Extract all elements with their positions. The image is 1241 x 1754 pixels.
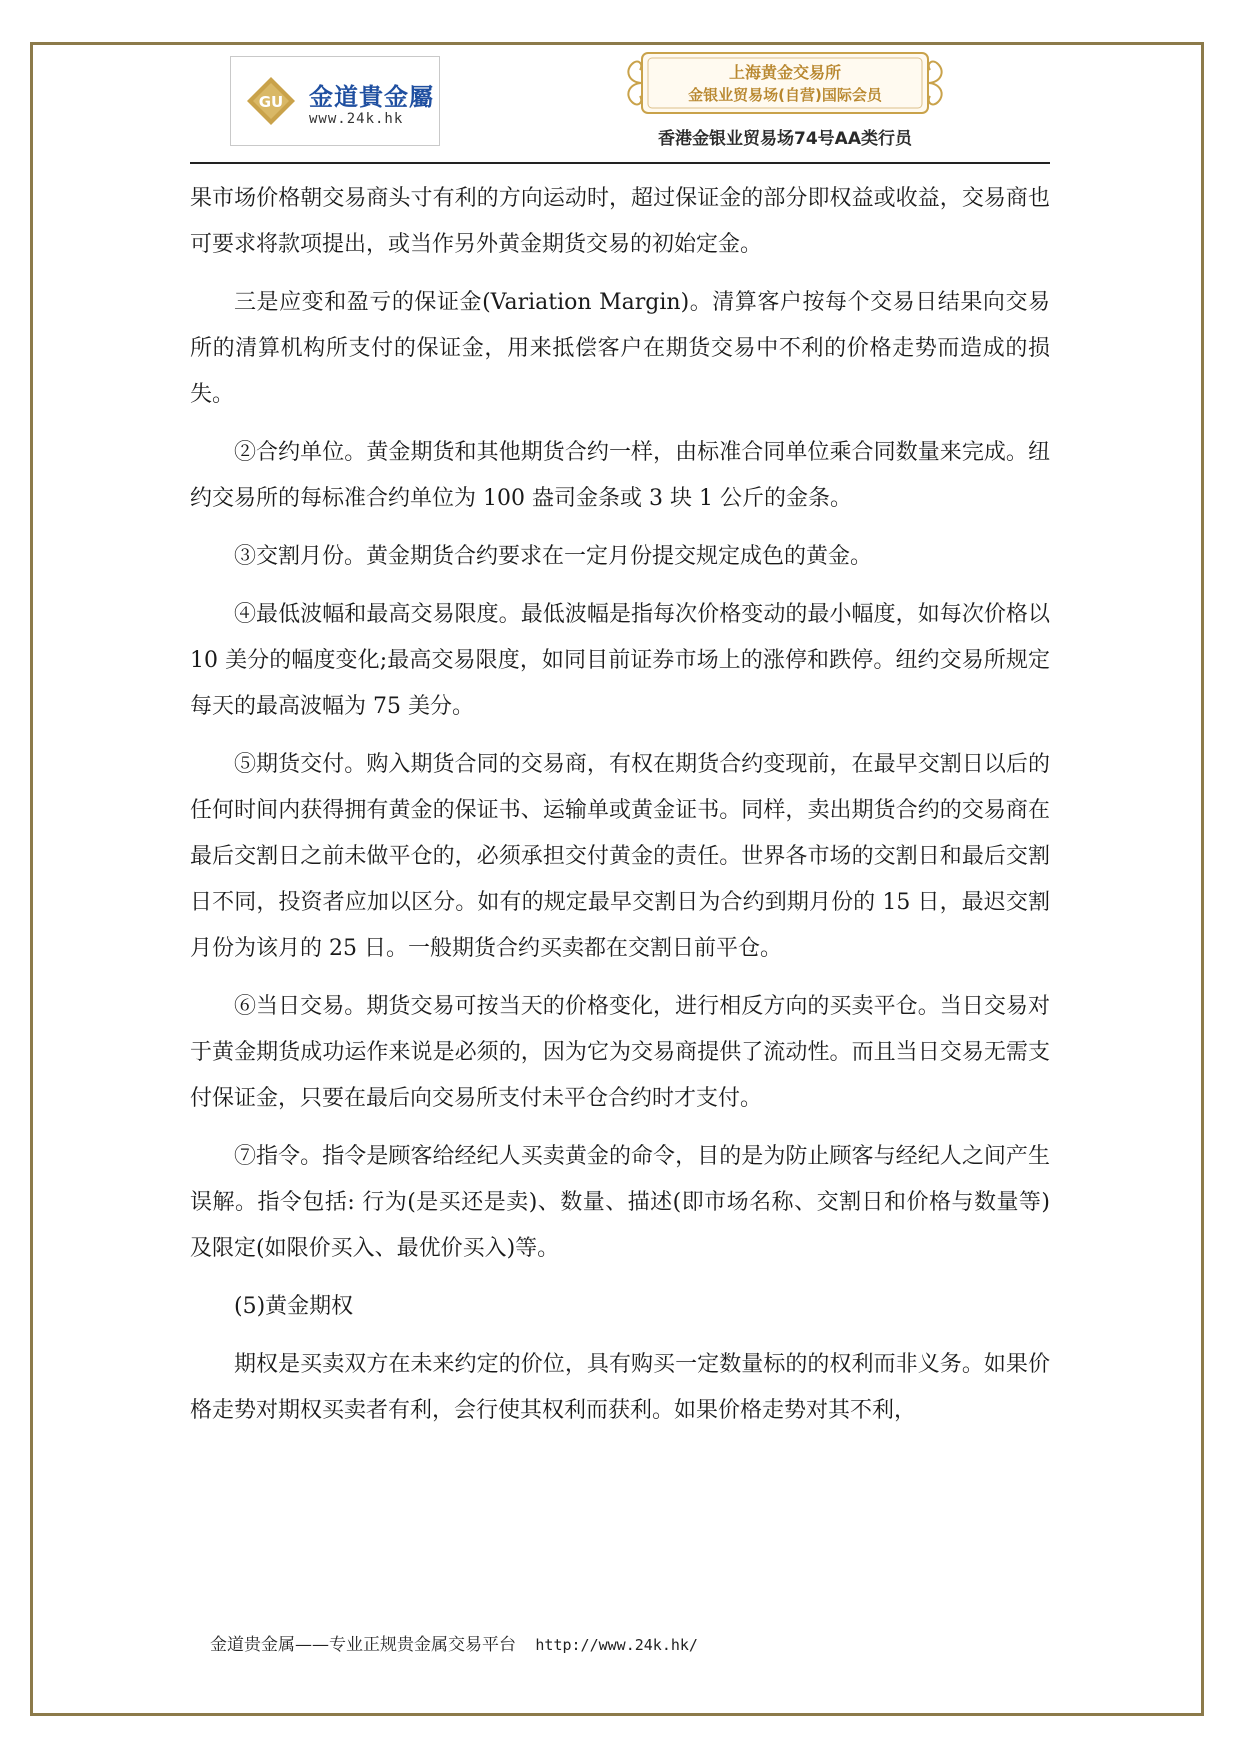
- page-header: [190, 50, 1050, 162]
- badge-caption: 香港金银业贸易场74号AA类行员: [658, 129, 912, 149]
- paragraph: 三是应变和盈亏的保证金(Variation Margin)。清算客户按每个交易日结果向交易所的清算机构所支付的保证金，用来抵偿客户在期货交易中不利的价格走势而造成的损失。: [190, 290, 1050, 407]
- company-logo[interactable]: [230, 56, 440, 146]
- paragraph: ②合约单位。黄金期货和其他期货合约一样，由标准合同单位乘合同数量来完成。纽约交易所的每标准合约单位为 100 盎司金条或 3 块 1 公斤的金条。: [190, 440, 1050, 511]
- document-body: [190, 176, 1050, 1446]
- header-divider: [190, 162, 1050, 164]
- paragraph: ③交割月份。黄金期货合约要求在一定月份提交规定成色的黄金。: [234, 544, 873, 569]
- membership-badge: [620, 50, 950, 116]
- footer-link[interactable]: http://www.24k.hk/: [535, 1636, 698, 1654]
- logo-mark-text: GU: [258, 93, 284, 111]
- paragraph: 果市场价格朝交易商头寸有利的方向运动时，超过保证金的部分即权益或收益，交易商也可要求将款项提出，或当作另外黄金期货交易的初始定金。: [190, 186, 1050, 257]
- logo-url: www.24k.hk: [309, 111, 404, 127]
- badge-line-1: 上海黄金交易所: [728, 63, 841, 82]
- paragraph: ⑥当日交易。期货交易可按当天的价格变化，进行相反方向的买卖平仓。当日交易对于黄金期货成功运作来说是必须的，因为它为交易商提供了流动性。而且当日交易无需支付保证金，只要在最后向交易所支付未平仓合约时才支付。: [190, 994, 1050, 1111]
- paragraph: ⑦指令。指令是顾客给经纪人买卖黄金的命令，目的是为防止顾客与经纪人之间产生误解。指令包括: 行为(是买还是卖)、数量、描述(即市场名称、交割日和价格与数量等)及限定(如限价买入、最优价买入)等。: [190, 1144, 1050, 1261]
- paragraph: ④最低波幅和最高交易限度。最低波幅是指每次价格变动的最小幅度，如每次价格以 10 美分的幅度变化;最高交易限度，如同目前证券市场上的涨停和跌停。纽约交易所规定每天的最高波幅为 75 美分。: [190, 602, 1050, 719]
- page-footer: [210, 1630, 698, 1655]
- section-heading: (5)黄金期权: [234, 1294, 354, 1319]
- badge-line-2: 金银业贸易场(自营)国际会员: [688, 86, 882, 104]
- paragraph: ⑤期货交付。购入期货合同的交易商，有权在期货合约变现前，在最早交割日以后的任何时间内获得拥有黄金的保证书、运输单或黄金证书。同样，卖出期货合约的交易商在最后交割日之前未做平仓的，必须承担交付黄金的责任。世界各市场的交割日和最后交割日不同，投资者应加以区分。如有的规定最早交割日为合约到期月份的 15 日，最迟交割月份为该月的 25 日。一般期货合约买卖都在交割日前平仓。: [190, 752, 1050, 961]
- paragraph: 期权是买卖双方在未来约定的价位，具有购买一定数量标的的权利而非义务。如果价格走势对期权买卖者有利，会行使其权利而获利。如果价格走势对其不利，: [190, 1352, 1050, 1423]
- footer-text: 金道贵金属——专业正规贵金属交易平台: [210, 1635, 516, 1655]
- gold-diamond-logo-icon: [245, 75, 297, 127]
- logo-company-name: 金道貴金屬: [309, 83, 434, 111]
